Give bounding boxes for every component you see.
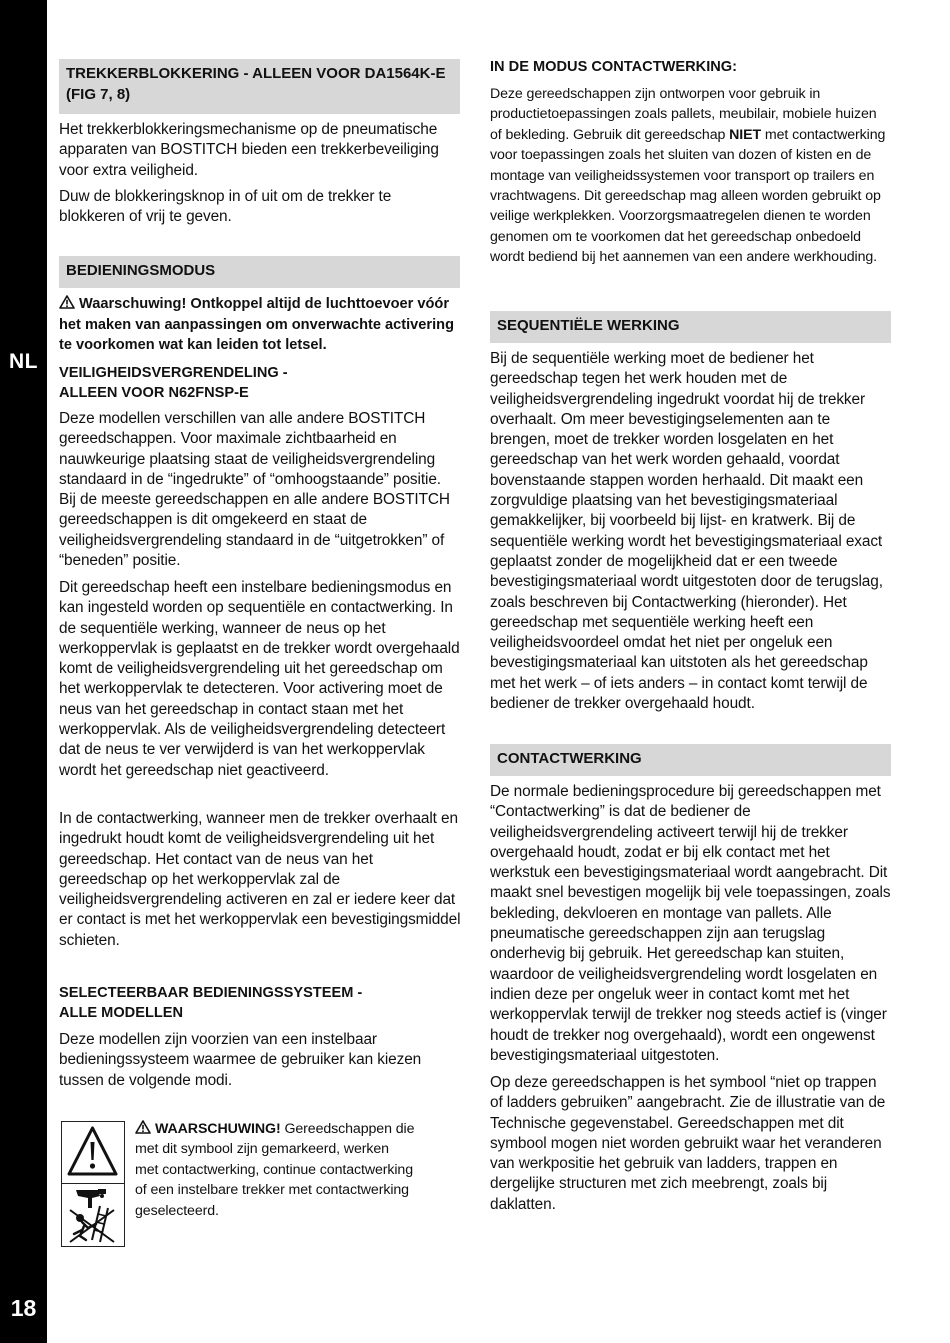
safety-lock-paragraph-2: Dit gereedschap heeft een instelbare bedieningsmodus en kan ingesteld worden op sequentiële en contactwerking. In de sequentiële werking, wanneer de neus op het werkoppervlak is geplaatst en de trekker wordt overgehaald komt de veiligheidsvergrendeling uit het gereedschap om het werkoppervlak te detecteren. Voor activering moet de neus van het gereedschap in contact staan met het werkoppervlak. Als de veiligheidsvergrendeling detecteert dat de neus te ver verwijderd is van het werkoppervlak wordt het gereedschap niet geactiveerd. [59,579,460,779]
safety-lock-heading-line-1: VEILIGHEIDSVERGRENDELING - [59,365,288,381]
selectable-heading-line-2: ALLE MODELLEN [59,1005,184,1021]
nailer-on-ladder-icon [62,1184,123,1246]
safety-lock-paragraph-1: Deze modellen verschillen van alle andere BOSTITCH gereedschappen. Voor maximale zichtbaarheid en nauwkeurige plaatsing staat de veiligheidsvergrendeling standaard in de “ingedrukte” of “omhoogstaande” positie. Bij de meeste gereedschappen en alle andere BOSTITCH gereedschappen is dit omgekeerd en staat de veiligheidsvergrendeling standaard in de “uitgetrokken” of “beneden” positie. [59,410,450,570]
language-tab: NL [9,350,38,373]
safety-lock-paragraph-3: In de contactwerking, wanneer men de trekker overhaalt en ingedrukt houdt komt de veiligheidsvergrendeling uit het gereedschap. Het contact van de neus van het gereedschap op het werkoppervlak zal de veiligheidsvergrendeling activeren en zal er iedere keer dat er contact is met het werkoppervlak een bevestigingsmiddel schieten. [59,810,461,949]
trigger-lock-paragraph-1: Het trekkerblokkeringsmechanisme op de pneumatische apparaten van BOSTITCH bieden een trekkerbeveiliging voor extra veiligheid. [59,121,439,179]
contact-paragraph-2: Op deze gereedschappen is het symbool “niet op trappen of ladders gebruiken” aangebracht. Zie de illustratie van de Technische gegevenstabel. Gereedschappen met dit symbool mogen niet worden gebruikt waar het veranderen van werkpositie het gebruik van ladders, trappen en dergelijke structuren met zich meebrengt, zoals bij daklatten. [490,1074,886,1213]
contact-mode-text-after: met contactwerking voor toepassingen zoals het sluiten van dozen of kisten en de montage van veiligheidssystemen voor transport op trailers en vrachtwagens. Dit gereedschap mag alleen worden gebruikt op veilige werkplekken. Voorzorgsmaatregelen dienen te worden genomen om te voorkomen dat het gereedschap onbedoeld wordt bediend bij het aannemen van een andere werkhouding. [490,126,886,266]
warning-triangle-icon [62,1122,123,1182]
selectable-warning-text: Gereedschappen die met dit symbool zijn gemarkeerd, werken met contactwerking, continue contactwerking of een instelbare trekker met contactwerking geselecteerd. [135,1121,415,1219]
trigger-lock-paragraph-2: Duw de blokkeringsknop in of uit om de trekker te blokkeren of vrij te geven. [59,188,392,226]
contact-heading: CONTACTWERKING [490,744,891,776]
selectable-heading-line-1: SELECTEERBAAR BEDIENINGSSYSTEEM - [59,985,363,1001]
selectable-warning [135,1119,415,1221]
warning-triangle-icon [59,295,75,309]
operating-mode-warning-text: Waarschuwing! Ontkoppel altijd de luchttoevoer vóór het maken van aanpassingen om onverwachte activering te voorkomen wat kan leiden tot letsel. [59,296,454,353]
contact-mode-text-bold: NIET [729,126,762,143]
sequential-heading: SEQUENTIËLE WERKING [490,311,891,343]
selectable-warning-label: WAARSCHUWING! [155,1121,281,1137]
page-number: 18 [10,1294,37,1321]
tool-symbol-box [61,1121,125,1247]
contact-mode-text-before: Deze gereedschappen zijn ontworpen voor gebruik in productietoepassingen zoals pallets, meubilair, mobiele huizen of bekleding. Gebruik dit gereedschap [490,86,877,143]
contact-mode-paragraph [490,84,890,268]
sequential-paragraph: Bij de sequentiële werking moet de bediener het gereedschap tegen het werk houden met de veiligheidsvergrendeling ingedrukt voordat hij de trekker overhaalt. Om meer bevestigingselementen aan te brengen, moet de trekker worden losgelaten en het gereedschap van het werk worden gehaald, voordat bovenstaande stappen worden herhaald. Dit maakt een zorgvuldige plaatsing van het bevestigingsmateriaal gemakkelijker, bij voorbeeld bij lijst- en kratwerk. Bij de sequentiële werking wordt het bevestigingsmateriaal exact geplaatst zonder de mogelijkheid dat er een tweede bevestigingsmateriaal wordt uitgestoten door de terugslag, zoals beschreven bij Contactwerking (hieronder). Het gereedschap met sequentiële werking heeft een veiligheidsvoordeel omdat het niet per ongeluk een bevestigingsmateriaal kan uitstoten als het gereedschap met het werk – of iets anders – in contact komt terwijl de bediener de trekker overgehaald houdt. [490,350,883,713]
trigger-lock-heading: TREKKERBLOKKERING - ALLEEN VOOR DA1564K-E (FIG 7, 8) [59,59,460,114]
operating-mode-heading: BEDIENINGSMODUS [59,256,460,288]
side-bar [0,0,47,1343]
contact-mode-heading: IN DE MODUS CONTACTWERKING: [490,59,737,75]
safety-lock-heading-line-2: ALLEEN VOOR N62FNSP-E [59,385,249,401]
warning-triangle-icon [135,1120,151,1134]
selectable-paragraph-1: Deze modellen zijn voorzien van een instelbaar bedieningssysteem waarmee de gebruiker kan kiezen tussen de volgende modi. [59,1031,422,1089]
operating-mode-warning [59,294,461,356]
contact-paragraph-1: De normale bedieningsprocedure bij gereedschappen met “Contactwerking” is dat de bediener de veiligheidsvergrendeling activeert terwijl hij de trekker overgehaald houdt, zodat er bij elk contact met het werkstuk een bevestigingsmateriaal wordt aangebracht. Dit maakt snel bevestigen mogelijk bij vele toepassingen, zoals bekleding, dekvloeren en montage van pallets. Alle pneumatische gereedschappen zijn aan terugslag onderhevig bij gebruik. Het gereedschap kan stuiten, waardoor de veiligheidsvergrendeling wordt losgelaten en indien deze per ongeluk weer in contact komt met het werkoppervlak terwijl de trekker nog steeds actief is (vinger houdt de trekker nog overgehaald), wordt een ongewenst bevestigingsmateriaal uitgestoten. [490,783,891,1064]
